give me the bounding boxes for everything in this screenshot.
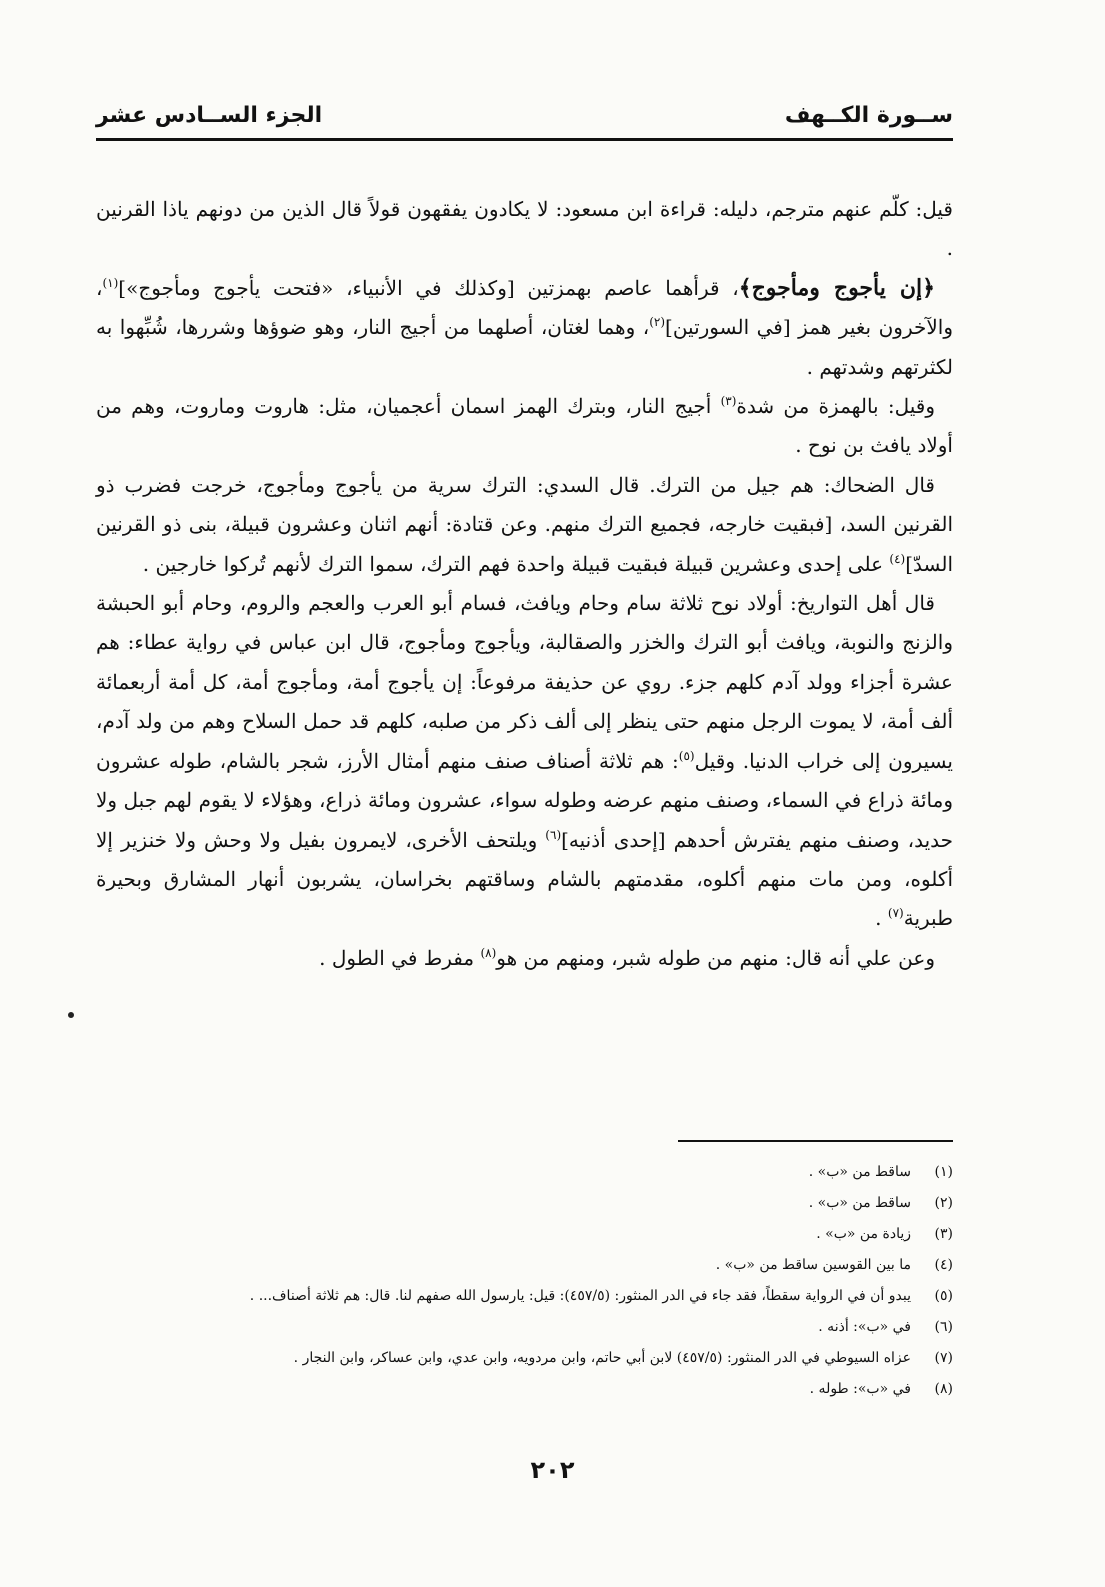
margin-mark bbox=[68, 1012, 74, 1018]
paragraph-2-text-a: ، قرأهما عاصم بهمزتين [وكذلك في الأنبياء، «فتحت يأجوج ومأجوج»] bbox=[118, 275, 739, 300]
footnote-number: (٨) bbox=[934, 1381, 953, 1397]
footnote-item bbox=[96, 1157, 953, 1188]
quran-verse: ﴿إن يأجوج ومأجوج﴾ bbox=[738, 274, 935, 301]
footnote-item bbox=[96, 1250, 953, 1281]
footnote-ref-3[interactable]: (٣) bbox=[720, 394, 737, 409]
footnote-text: ساقط من «ب» . bbox=[808, 1195, 911, 1211]
footnote-text: عزاه السيوطي في الدر المنثور: (٤٥٧/٥) لابن أبي حاتم، وابن مردويه، وابن عدي، وابن عساكر، وابن النجار . bbox=[293, 1350, 911, 1366]
paragraph-3-text-a: وقيل: بالهمزة من شدة bbox=[736, 394, 935, 419]
footnote-ref-6[interactable]: (٦) bbox=[545, 827, 562, 842]
paragraph-6-text-a: وعن علي أنه قال: منهم من طوله شبر، ومنهم من هو bbox=[496, 945, 935, 970]
paragraph-6-text-b: مفرط في الطول . bbox=[319, 945, 481, 970]
footnote-number: (١) bbox=[934, 1164, 953, 1180]
main-text bbox=[96, 190, 953, 978]
paragraph-5-text-a: قال أهل التواريخ: أولاد نوح ثلاثة سام وحام ويافث، فسام أبو العرب والعجم والروم، وحام أبو الحبشة والزنج والنوبة، ويافث أبو الترك والخزر والصقالبة، ويأجوج ومأجوج، قال ابن عباس في رواية عطاء: هم عشرة أجزاء وولد آدم كلهم جزء. روي عن حذيفة مرفوعاً: إن يأجوج أمة، ومأجوج أمة، كل أمة أربعمائة ألف أمة، لا يموت الرجل منهم حتى ينظر إلى ألف ذكر من صلبه، كلهم قد حمل السلاح وهم من ولد آدم، يسيرون إلى خراب الدنيا. وقيل bbox=[96, 591, 953, 773]
footnote-item bbox=[96, 1374, 953, 1405]
footnote-item bbox=[96, 1219, 953, 1250]
footnote-number: (٥) bbox=[934, 1288, 953, 1304]
paragraph-5-text-b: : هم ثلاثة أصناف صنف منهم أمثال الأرز، شجر بالشام، طوله عشرون ومائة ذراع في السماء، وصنف منهم عرضه وطوله سواء، عشرون ومائة ذراع، وهؤلاء لا يقوم لهم جبل ولا حديد، وصنف منهم يفترش أحدهم [إحدى أذنيه] bbox=[96, 748, 954, 852]
paragraph-6 bbox=[96, 939, 953, 978]
paragraph-5-text-c: ويلتحف الأخرى، لايمرون بفيل ولا وحش ولا خنزير إلا أكلوه، ومن مات منهم أكلوه، مقدمتهم بالشام وساقتهم بخراسان، يشربون أنهار المشارق وبحيرة طبرية bbox=[96, 827, 953, 931]
page-number: ٢٠٢ bbox=[530, 1456, 575, 1484]
footnote-item bbox=[96, 1281, 953, 1312]
footnote-number: (٢) bbox=[934, 1195, 953, 1211]
footnote-ref-4[interactable]: (٤) bbox=[889, 551, 906, 566]
footnote-number: (٦) bbox=[934, 1319, 953, 1335]
running-header bbox=[96, 88, 953, 128]
footnote-ref-1[interactable]: (١) bbox=[102, 275, 119, 290]
paragraph-2-text-c: ، وهما لغتان، أصلهما من أجيج النار، وهو ضوؤها وشررها، شُبِّهوا به لكثرتهم وشدتهم . bbox=[96, 315, 953, 379]
footnote-number: (٤) bbox=[934, 1257, 953, 1273]
paragraph-2 bbox=[96, 269, 953, 387]
footnote-ref-8[interactable]: (٨) bbox=[480, 945, 497, 960]
footnote-text: زيادة من «ب» . bbox=[816, 1226, 911, 1242]
paragraph-1: قيل: كلّم عنهم مترجم، دليله: قراءة ابن مسعود: لا يكادون يفقهون قولاً قال الذين من دونهم ياذا القرنين . bbox=[96, 197, 953, 261]
paragraph-4 bbox=[96, 466, 953, 584]
footnote-text: ما بين القوسين ساقط من «ب» . bbox=[715, 1257, 911, 1273]
footnote-item bbox=[96, 1188, 953, 1219]
paragraph-3 bbox=[96, 387, 953, 466]
paragraph-5 bbox=[96, 584, 953, 939]
footnote-rule bbox=[678, 1140, 953, 1142]
footnote-item bbox=[96, 1312, 953, 1343]
surah-title: ســورة الكــهف bbox=[784, 103, 953, 128]
paragraph-4-text-a: قال الضحاك: هم جيل من الترك. قال السدي: الترك سرية من يأجوج ومأجوج، خرجت فضرب ذو القرنين السد، [فبقيت خارجه، فجميع الترك منهم. وعن قتادة: أنهم اثنان وعشرون قبيلة، بنى ذو القرنين السدّ] bbox=[96, 472, 953, 576]
juz-title: الجزء الســادس عشر bbox=[96, 103, 323, 128]
footnote-text: ساقط من «ب» . bbox=[808, 1164, 911, 1180]
paragraph-4-text-b: على إحدى وعشرين قبيلة فبقيت قبيلة واحدة فهم الترك، سموا الترك لأنهم تُركوا خارجين . bbox=[142, 551, 890, 576]
header-rule bbox=[96, 138, 953, 141]
footnote-item bbox=[96, 1343, 953, 1374]
footnote-ref-7[interactable]: (٧) bbox=[887, 906, 904, 921]
paragraph-3-text-b: أجيج النار، وبترك الهمز اسمان أعجميان، مثل: هاروت وماروت، وهم من أولاد يافث بن نوح . bbox=[96, 394, 953, 458]
footnote-ref-5[interactable]: (٥) bbox=[678, 748, 695, 763]
footnote-number: (٣) bbox=[934, 1226, 953, 1242]
footnote-text: يبدو أن في الرواية سقطاً، فقد جاء في الدر المنثور: (٤٥٧/٥): قيل: يارسول الله صفهم لنا. قال: هم ثلاثة أصناف... . bbox=[249, 1288, 911, 1304]
footnote-text: في «ب»: طوله . bbox=[809, 1381, 911, 1397]
footnote-ref-2[interactable]: (٢) bbox=[649, 315, 666, 330]
paragraph-2-text-b: ، والآخرون بغير همز [في السورتين] bbox=[96, 275, 953, 340]
paragraph-5-text-d: . bbox=[875, 906, 888, 931]
footnote-number: (٧) bbox=[934, 1350, 953, 1366]
footnotes bbox=[96, 1157, 953, 1405]
footnote-text: في «ب»: أذنه . bbox=[818, 1319, 911, 1335]
